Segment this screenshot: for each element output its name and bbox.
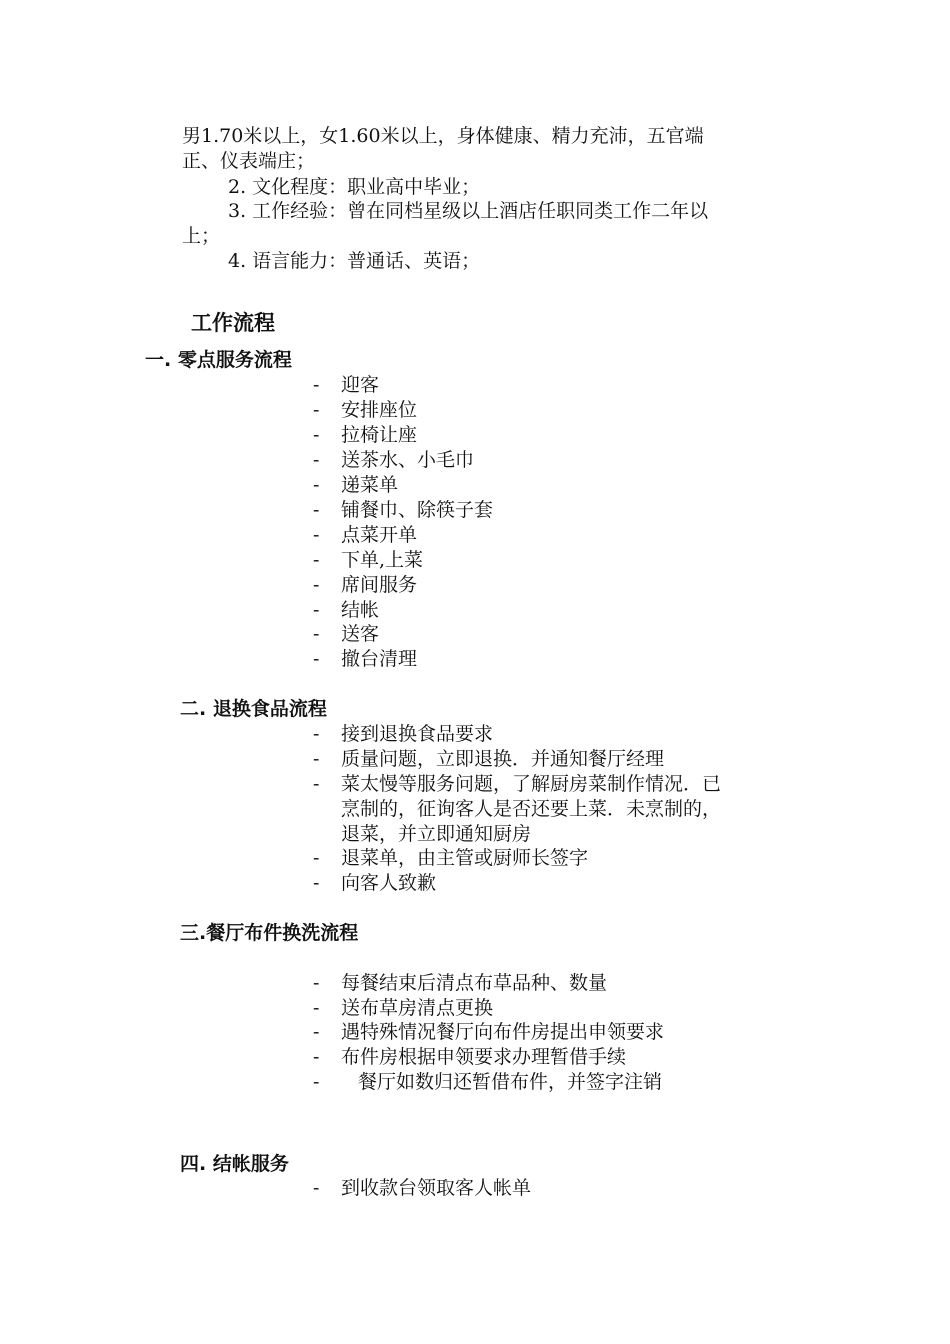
list-item: 餐厅如数归还暂借布件，并签字注销 bbox=[358, 1071, 663, 1093]
list-item: 质量问题，立即退换．并通知餐厅经理 bbox=[341, 748, 665, 770]
list-bullet: - bbox=[313, 997, 320, 1019]
intro-item-2: 2. 文化程度：职业高中毕业； bbox=[228, 176, 481, 198]
intro-item-3-cont: 上； bbox=[182, 225, 221, 247]
list-bullet: - bbox=[313, 549, 320, 571]
list-bullet: - bbox=[313, 972, 320, 994]
list-bullet: - bbox=[313, 374, 320, 396]
list-item: 安排座位 bbox=[341, 399, 418, 421]
list-item: 递菜单 bbox=[341, 474, 399, 496]
list-item: 向客人致歉 bbox=[341, 872, 437, 894]
list-item: 迎客 bbox=[341, 374, 380, 396]
list-item: 接到退换食品要求 bbox=[341, 723, 494, 745]
intro-line-2: 正、仪表端庄； bbox=[182, 150, 316, 172]
list-item: 菜太慢等服务问题，了解厨房菜制作情况．已 bbox=[341, 773, 722, 795]
list-bullet: - bbox=[313, 574, 320, 596]
list-bullet: - bbox=[313, 648, 320, 670]
list-bullet: - bbox=[313, 623, 320, 645]
list-item: 布件房根据申领要求办理暂借手续 bbox=[341, 1046, 627, 1068]
list-item-continuation: 退菜，并立即通知厨房 bbox=[341, 823, 532, 845]
list-item: 拉椅让座 bbox=[341, 424, 418, 446]
list-bullet: - bbox=[313, 399, 320, 421]
list-bullet: - bbox=[313, 1046, 320, 1068]
list-bullet: - bbox=[313, 1071, 320, 1093]
intro-item-4: 4. 语言能力：普通话、英语； bbox=[228, 250, 481, 272]
list-bullet: - bbox=[313, 524, 320, 546]
list-bullet: - bbox=[313, 449, 320, 471]
list-bullet: - bbox=[313, 599, 320, 621]
list-bullet: - bbox=[313, 872, 320, 894]
list-item: 席间服务 bbox=[341, 574, 418, 596]
list-bullet: - bbox=[313, 748, 320, 770]
list-item-continuation: 烹制的，征询客人是否还要上菜．未烹制的， bbox=[341, 798, 722, 820]
section-heading-1: 一. 零点服务流程 bbox=[145, 349, 292, 371]
list-item: 送布草房清点更换 bbox=[341, 997, 494, 1019]
section-heading-3: 三.餐厅布件换洗流程 bbox=[180, 922, 359, 944]
list-item: 送茶水、小毛巾 bbox=[341, 449, 475, 471]
list-item: 遇特殊情况餐厅向布件房提出申领要求 bbox=[341, 1021, 665, 1043]
list-item: 每餐结束后清点布草品种、数量 bbox=[341, 972, 608, 994]
list-bullet: - bbox=[313, 1021, 320, 1043]
list-item: 退菜单，由主管或厨师长签字 bbox=[341, 847, 589, 869]
list-item: 铺餐巾、除筷子套 bbox=[341, 499, 494, 521]
list-bullet: - bbox=[313, 499, 320, 521]
section-heading-2: 二. 退换食品流程 bbox=[180, 698, 327, 720]
intro-item-3: 3. 工作经验：曾在同档星级以上酒店任职同类工作二年以 bbox=[228, 200, 709, 222]
list-bullet: - bbox=[313, 773, 320, 795]
list-bullet: - bbox=[313, 723, 320, 745]
list-bullet: - bbox=[313, 847, 320, 869]
list-item: 下单,上菜 bbox=[341, 549, 424, 571]
page-title: 工作流程 bbox=[191, 311, 275, 335]
list-bullet: - bbox=[313, 1177, 320, 1199]
intro-line-1: 男1.70米以上，女1.60米以上，身体健康、精力充沛，五官端 bbox=[182, 125, 704, 147]
list-item: 结帐 bbox=[341, 599, 380, 621]
list-bullet: - bbox=[313, 424, 320, 446]
list-item: 送客 bbox=[341, 623, 380, 645]
section-heading-4: 四. 结帐服务 bbox=[180, 1153, 289, 1175]
list-bullet: - bbox=[313, 474, 320, 496]
list-item: 撤台清理 bbox=[341, 648, 418, 670]
list-item: 到收款台领取客人帐单 bbox=[341, 1177, 532, 1199]
list-item: 点菜开单 bbox=[341, 524, 418, 546]
